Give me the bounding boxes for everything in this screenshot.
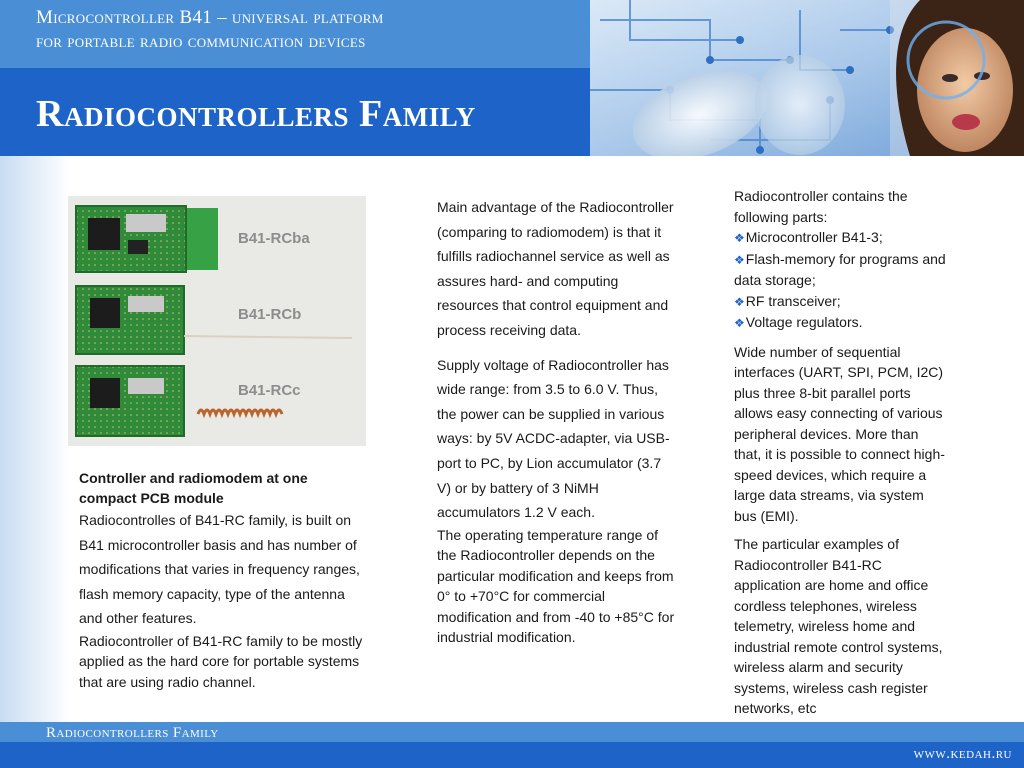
- column1-paragraph1: Radiocontrolles of B41-RC family, is built on B41 microcontroller basis and has number of modifications that varies in frequency ranges, flash memory capacity, type of the antenna and other features.: [79, 512, 360, 627]
- parts-list: [734, 227, 949, 334]
- parts-item-text: Voltage regulators.: [745, 314, 863, 330]
- diamond-bullet-icon: ❖: [734, 252, 745, 267]
- list-item: [734, 227, 949, 249]
- page-title: Radiocontrollers Family: [36, 93, 476, 135]
- parts-item-text: Microcontroller B41-3;: [745, 229, 883, 245]
- column2-paragraph1: Main advantage of the Radiocontroller (comparing to radiomodem) is that it fulfills radiochannel service as well as assures hard- and computing resources that control equipment and process receiving data.: [437, 199, 674, 338]
- footer-title: Radiocontrollers Family: [46, 725, 219, 741]
- diamond-bullet-icon: ❖: [734, 231, 745, 245]
- header-banner-image: [590, 0, 1024, 156]
- footer-url-link[interactable]: www.kedah.ru: [913, 746, 1012, 762]
- left-gradient-strip: [0, 156, 70, 722]
- diamond-bullet-icon: ❖: [734, 316, 745, 330]
- list-item: [734, 291, 949, 313]
- column-right: [734, 186, 949, 719]
- list-item: [734, 312, 949, 334]
- column3-paragraph3: The particular examples of Radiocontroller B41-RC application are home and office cordless telephones, wireless telemetry, wireless home and industrial remote control systems, wireless alarm and security systems, wireless cash register networks, etc: [734, 536, 943, 716]
- column3-paragraph2: Wide number of sequential interfaces (UART, SPI, PCM, I2C) plus three 8-bit parallel ports allows easy connecting of various peripheral devices. More than that, it is possible to connect high-speed devices, which require a large data streams, via system bus (EMI).: [734, 343, 945, 524]
- parts-item-text: RF transceiver;: [745, 292, 841, 309]
- column-left: [79, 468, 364, 692]
- header-subtitle-line1: Microcontroller B41 – universal platform: [36, 7, 384, 28]
- column1-paragraph2: Radiocontroller of B41-RC family to be mostly applied as the hard core for portable systems that are using radio channel.: [79, 632, 363, 690]
- list-item: [734, 249, 949, 291]
- pcb-label-rcba: B41-RCba: [238, 230, 310, 247]
- footer-main-bar: [0, 742, 1024, 768]
- module-heading: Controller and radiomodem at one compact PCB module: [79, 470, 308, 506]
- header-subtitle-line2: for portable radio communication devices: [36, 31, 366, 52]
- column2-paragraph3: The operating temperature range of the Radiocontroller depends on the particular modification and keeps from 0° to +70°C for commercial modification and from -40 to +85°C for industrial modification.: [437, 526, 675, 646]
- header-subtitle: [36, 6, 384, 54]
- parts-intro: Radiocontroller contains the following parts:: [734, 188, 908, 225]
- column2-paragraph2: Supply voltage of Radiocontroller has wide range: from 3.5 to 6.0 V. Thus, the power can be supplied in various ways: by 5V ACDC-adapter, via USB-port to PC, by Lion accumulator (3.7 V) or by battery of 3 NiMH accumulators 1.2 V each.: [437, 356, 670, 521]
- diamond-bullet-icon: ❖: [734, 294, 745, 309]
- parts-item-text: Flash-memory for programs and data storage;: [734, 250, 946, 288]
- column-middle: [437, 195, 675, 648]
- pcb-label-rcb: B41-RCb: [238, 306, 302, 323]
- product-photo: [68, 196, 366, 446]
- pcb-label-rcc: B41-RCc: [238, 382, 301, 399]
